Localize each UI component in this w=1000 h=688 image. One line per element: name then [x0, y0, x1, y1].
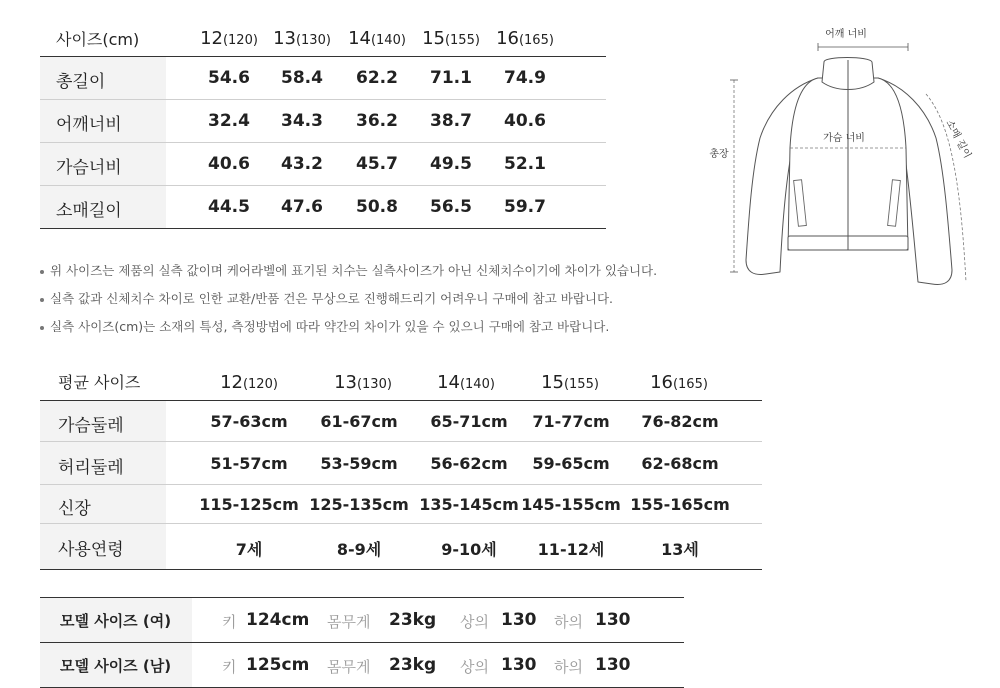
size-col-13: 13(130): [273, 28, 331, 49]
table-cell: 56.5: [430, 197, 472, 217]
table-cell: 52.1: [504, 154, 546, 174]
bottom-key: 하의: [554, 613, 583, 631]
top-value: 130: [501, 655, 537, 675]
model-row-male: [40, 643, 684, 688]
table-cell: 155-165cm: [630, 495, 730, 514]
shoulder-width-marker: [818, 43, 908, 51]
table-cell: 71-77cm: [532, 412, 610, 431]
top-key: 상의: [460, 613, 489, 631]
avg-row-height: [40, 485, 762, 524]
table-cell: 57-63cm: [210, 412, 288, 431]
weight-value: 23kg: [389, 655, 437, 675]
table-cell: 51-57cm: [210, 454, 288, 473]
height-value: 124cm: [246, 610, 310, 630]
table-cell: 145-155cm: [521, 495, 621, 514]
table-cell: 135-145cm: [419, 495, 519, 514]
height-value: 125cm: [246, 655, 310, 675]
row-label: 모델 사이즈 (남): [60, 657, 172, 675]
avg-row-age: [40, 524, 762, 570]
avg-col-14: 14(140): [437, 372, 495, 393]
avg-row-waist: [40, 442, 762, 485]
table-cell: 125-135cm: [309, 495, 409, 514]
table-cell: 43.2: [281, 154, 323, 174]
table-cell: 44.5: [208, 197, 250, 217]
avg-col-15: 15(155): [541, 372, 599, 393]
size-row-chest: [40, 143, 606, 186]
table-cell: 62-68cm: [641, 454, 719, 473]
jacket-outline: [746, 58, 952, 285]
row-label: 가슴둘레: [58, 416, 124, 436]
table-cell: 58.4: [281, 68, 323, 88]
shoulder-width-label: 어깨 너비: [825, 29, 867, 40]
table-cell: 7세: [235, 540, 263, 559]
bullet-icon: [40, 298, 44, 302]
table-cell: 59.7: [504, 197, 546, 217]
bullet-icon: [40, 326, 44, 330]
avg-col-16: 16(165): [650, 372, 708, 393]
bottom-key: 하의: [554, 658, 583, 676]
size-col-12: 12(120): [200, 28, 258, 49]
table-cell: 45.7: [356, 154, 398, 174]
row-label: 어깨너비: [56, 115, 122, 135]
table-cell: 65-71cm: [430, 412, 508, 431]
table-cell: 54.6: [208, 68, 250, 88]
table-cell: 50.8: [356, 197, 398, 217]
table-cell: 71.1: [430, 68, 472, 88]
table-cell: 61-67cm: [320, 412, 398, 431]
top-key: 상의: [460, 658, 489, 676]
size-row-total-length: [40, 57, 606, 100]
total-length-label: 총장: [709, 149, 729, 160]
row-label: 모델 사이즈 (여): [60, 612, 172, 630]
bottom-value: 130: [595, 610, 631, 630]
table-cell: 47.6: [281, 197, 323, 217]
top-value: 130: [501, 610, 537, 630]
row-label: 신장: [58, 499, 91, 519]
table-cell: 9-10세: [441, 540, 497, 559]
weight-key: 몸무게: [327, 658, 371, 676]
table-cell: 74.9: [504, 68, 546, 88]
table-cell: 53-59cm: [320, 454, 398, 473]
table-cell: 13세: [661, 540, 699, 559]
table-cell: 8-9세: [336, 540, 382, 559]
table-cell: 34.3: [281, 111, 323, 131]
size-table-header: [40, 18, 606, 57]
size-row-sleeve: [40, 186, 606, 229]
total-length-marker: [730, 80, 738, 272]
table-cell: 76-82cm: [641, 412, 719, 431]
table-cell: 62.2: [356, 68, 398, 88]
weight-key: 몸무게: [327, 613, 371, 631]
size-row-shoulder: [40, 100, 606, 143]
size-col-16: 16(165): [496, 28, 554, 49]
weight-value: 23kg: [389, 610, 437, 630]
row-label: 소매길이: [56, 201, 122, 221]
size-col-14: 14(140): [348, 28, 406, 49]
avg-col-13: 13(130): [334, 372, 392, 393]
note-item: 실측 값과 신체치수 차이로 인한 교환/반품 건은 무상으로 진행해드리기 어려우니 구매에 참고 바랍니다.: [40, 289, 613, 307]
bottom-value: 130: [595, 655, 631, 675]
table-cell: 38.7: [430, 111, 472, 131]
size-col-15: 15(155): [422, 28, 480, 49]
table-cell: 115-125cm: [199, 495, 299, 514]
table-cell: 59-65cm: [532, 454, 610, 473]
note-item: 위 사이즈는 제품의 실측 값이며 케어라벨에 표기된 치수는 실측사이즈가 아닌 신체치수이기에 차이가 있습니다.: [40, 261, 657, 279]
row-label: 가슴너비: [56, 158, 122, 178]
height-key: 키: [222, 613, 237, 631]
table-cell: 56-62cm: [430, 454, 508, 473]
size-table-header-label: 사이즈(cm): [56, 30, 140, 49]
avg-table-header: [40, 362, 762, 401]
sleeve-length-label: 소매 길이: [943, 118, 973, 161]
avg-table-header-label: 평균 사이즈: [58, 373, 141, 392]
table-cell: 36.2: [356, 111, 398, 131]
model-row-female: [40, 598, 684, 643]
row-label: 총길이: [56, 72, 106, 92]
avg-row-chest: [40, 401, 762, 442]
table-cell: 49.5: [430, 154, 472, 174]
chest-width-label: 가슴 너비: [823, 133, 865, 144]
jacket-measurement-diagram: [700, 20, 980, 300]
table-cell: 11-12세: [537, 540, 605, 559]
table-cell: 40.6: [504, 111, 546, 131]
note-item: 실측 사이즈(cm)는 소재의 특성, 측정방법에 따라 약간의 차이가 있을 수 있으니 구매에 참고 바랍니다.: [40, 317, 609, 335]
table-cell: 32.4: [208, 111, 250, 131]
table-cell: 40.6: [208, 154, 250, 174]
height-key: 키: [222, 658, 237, 676]
row-label: 사용연령: [58, 540, 124, 560]
bullet-icon: [40, 270, 44, 274]
row-label: 허리둘레: [58, 458, 124, 478]
avg-col-12: 12(120): [220, 372, 278, 393]
